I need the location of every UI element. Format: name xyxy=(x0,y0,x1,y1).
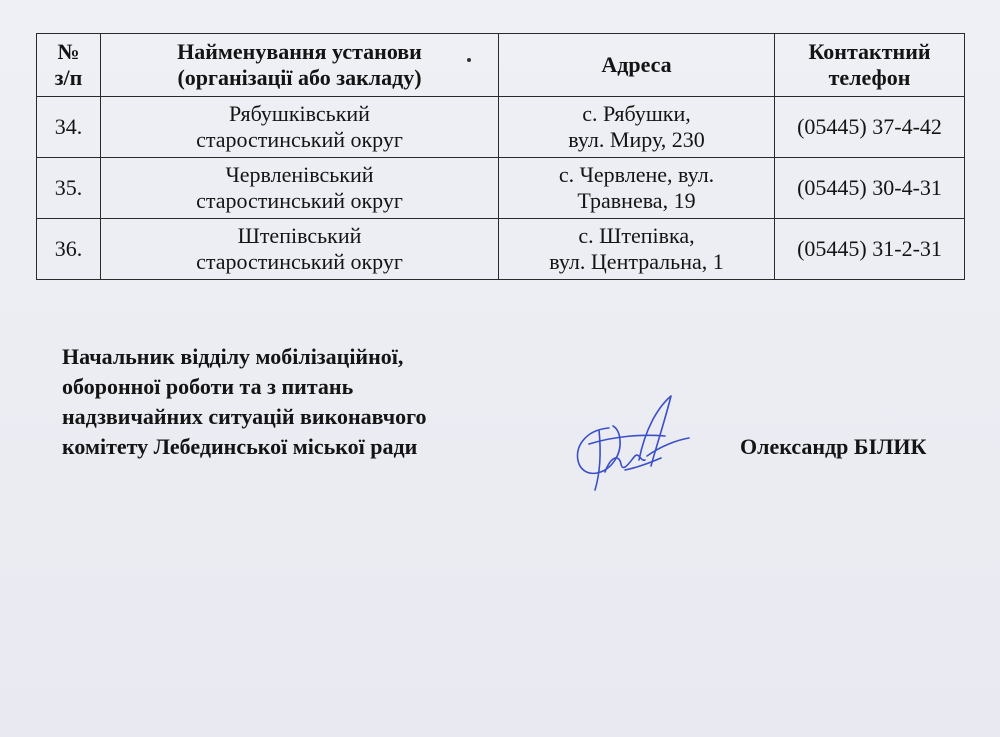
row-institution-name: Рябушківський старостинський округ xyxy=(101,97,499,158)
signatory-title xyxy=(62,342,427,462)
row-address: с. Червлене, вул. Травнева, 19 xyxy=(499,158,775,219)
row-phone: (05445) 30-4-31 xyxy=(775,158,965,219)
row-address: с. Штепівка, вул. Центральна, 1 xyxy=(499,219,775,280)
signatory-title-line: Начальник відділу мобілізаційної, xyxy=(62,344,404,369)
row-institution-name: Червленівський старостинський округ xyxy=(101,158,499,219)
row-institution-name: Штепівський старостинський округ xyxy=(101,219,499,280)
signatory-title-line: надзвичайних ситуацій виконавчого xyxy=(62,404,427,429)
row-phone: (05445) 31-2-31 xyxy=(775,219,965,280)
table-row xyxy=(37,219,965,280)
header-number: № з/п xyxy=(37,34,101,97)
signatory-title-line: комітету Лебединської міської ради xyxy=(62,434,418,459)
signatory-title-line: оборонної роботи та з питань xyxy=(62,374,354,399)
handwritten-signature xyxy=(565,390,695,500)
table-row xyxy=(37,97,965,158)
row-number: 36. xyxy=(37,219,101,280)
row-phone: (05445) 37-4-42 xyxy=(775,97,965,158)
header-address: Адреса xyxy=(499,34,775,97)
contacts-table xyxy=(36,33,965,280)
header-phone: Контактний телефон xyxy=(775,34,965,97)
row-address: с. Рябушки, вул. Миру, 230 xyxy=(499,97,775,158)
row-number: 34. xyxy=(37,97,101,158)
header-institution-name: Найменування установи (організації або закладу) xyxy=(101,34,499,97)
row-number: 35. xyxy=(37,158,101,219)
table-header-row xyxy=(37,34,965,97)
signer-name: Олександр БІЛИК xyxy=(740,434,927,459)
table-row xyxy=(37,158,965,219)
